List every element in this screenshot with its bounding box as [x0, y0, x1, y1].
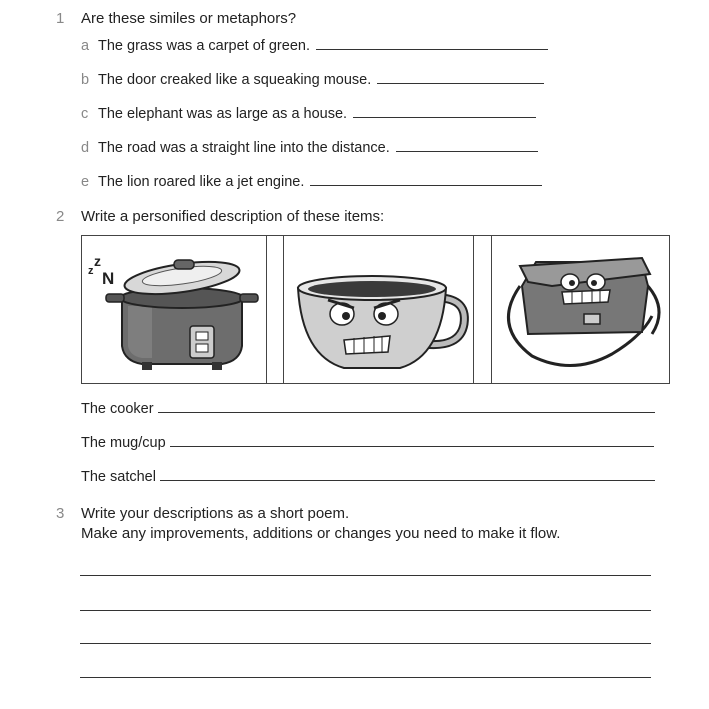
q1-item-a: [81, 38, 548, 54]
question-2-prompt: Write a personified description of these items:: [81, 208, 385, 225]
question-3-prompt-line1: Write your descriptions as a short poem.: [81, 505, 350, 522]
question-3-prompt-line2: Make any improvements, additions or changes you need to make it flow.: [81, 525, 561, 542]
answer-line[interactable]: [396, 150, 538, 152]
answer-line[interactable]: [353, 116, 536, 118]
image-strip: [81, 235, 670, 384]
question-2-number: 2: [56, 208, 65, 225]
item-text: The door creaked like a squeaking mouse.: [98, 72, 372, 88]
q1-item-c: [81, 106, 536, 122]
answer-line[interactable]: [310, 184, 542, 186]
satchel-description: [81, 469, 655, 485]
description-label: The mug/cup: [81, 435, 166, 451]
answer-line[interactable]: [160, 480, 655, 481]
mug-description: [81, 435, 654, 451]
item-letter: a: [81, 38, 90, 54]
item-letter: b: [81, 72, 90, 88]
answer-line[interactable]: [316, 48, 548, 50]
item-text: The elephant was as large as a house.: [98, 106, 348, 122]
item-letter: e: [81, 174, 90, 190]
item-text: The lion roared like a jet engine.: [98, 174, 305, 190]
svg-text:z: z: [88, 265, 94, 277]
angry-satchel-icon: [492, 236, 670, 383]
answer-line[interactable]: [377, 82, 544, 84]
q1-item-e: [81, 174, 542, 190]
angry-mug-icon: [284, 236, 473, 383]
svg-text:z: z: [94, 253, 101, 269]
q1-item-d: [81, 140, 538, 156]
item-letter: d: [81, 140, 90, 156]
cooker-description: [81, 401, 655, 417]
rice-cooker-icon: [82, 236, 266, 383]
item-text: The grass was a carpet of green.: [98, 38, 310, 54]
description-label: The cooker: [81, 401, 154, 417]
item-text: The road was a straight line into the distance.: [98, 140, 390, 156]
question-1-prompt: Are these similes or metaphors?: [81, 10, 297, 27]
poem-line-1[interactable]: [80, 575, 651, 576]
question-3-number: 3: [56, 505, 65, 522]
answer-line[interactable]: [158, 412, 655, 413]
answer-line[interactable]: [170, 446, 654, 447]
poem-line-4[interactable]: [80, 677, 651, 678]
question-1-number: 1: [56, 10, 65, 27]
item-letter: c: [81, 106, 89, 122]
poem-line-2[interactable]: [80, 610, 651, 611]
poem-line-3[interactable]: [80, 643, 651, 644]
svg-text:N: N: [102, 269, 115, 288]
description-label: The satchel: [81, 469, 156, 485]
q1-item-b: [81, 72, 544, 88]
